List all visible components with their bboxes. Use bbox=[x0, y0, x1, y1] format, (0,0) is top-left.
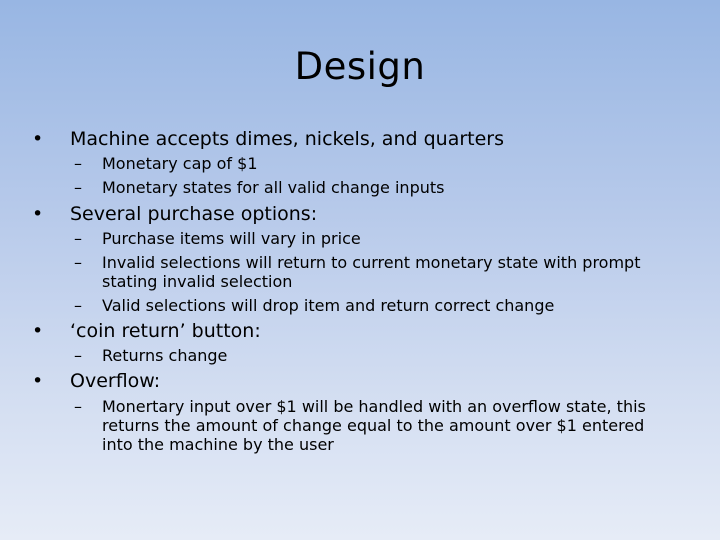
dash-icon: – bbox=[74, 154, 82, 173]
slide-title: Design bbox=[294, 45, 426, 88]
sub-bullet bbox=[74, 346, 674, 365]
dash-icon: – bbox=[74, 296, 82, 315]
sub-bullet-text: Monetary cap of $1 bbox=[102, 154, 258, 173]
dash-icon: – bbox=[74, 229, 82, 248]
bullet-icon: • bbox=[32, 128, 44, 150]
dash-icon: – bbox=[74, 346, 82, 365]
sub-bullet bbox=[74, 154, 674, 173]
dash-icon: – bbox=[74, 178, 82, 197]
sub-bullet-text: Returns change bbox=[102, 346, 228, 365]
dash-icon: – bbox=[74, 397, 82, 416]
bullet-text: Several purchase options: bbox=[70, 203, 318, 225]
bullet-icon: • bbox=[32, 203, 44, 225]
sub-bullet bbox=[74, 397, 674, 454]
sub-bullet bbox=[74, 253, 674, 291]
bullet-icon: • bbox=[32, 370, 44, 392]
sub-bullet bbox=[74, 229, 674, 248]
sub-bullet bbox=[74, 296, 674, 315]
dash-icon: – bbox=[74, 253, 82, 272]
sub-bullet-text: Purchase items will vary in price bbox=[102, 229, 361, 248]
bullet-text: ‘coin return’ button: bbox=[70, 320, 261, 342]
sub-bullet-text: Monetary states for all valid change inputs bbox=[102, 178, 445, 197]
sub-bullet bbox=[74, 178, 674, 197]
sub-bullet-text: Monertary input over $1 will be handled with an overflow state, this returns the amount of change equal to the amount over $1 entered into the machine by the user bbox=[102, 397, 646, 454]
bullet-text: Machine accepts dimes, nickels, and quarters bbox=[70, 128, 504, 150]
bullet-icon: • bbox=[32, 320, 44, 342]
bullet-text: Overflow: bbox=[70, 370, 161, 392]
sub-bullet-text: Invalid selections will return to current monetary state with prompt stating invalid selection bbox=[102, 253, 641, 291]
sub-bullet-text: Valid selections will drop item and return correct change bbox=[102, 296, 555, 315]
